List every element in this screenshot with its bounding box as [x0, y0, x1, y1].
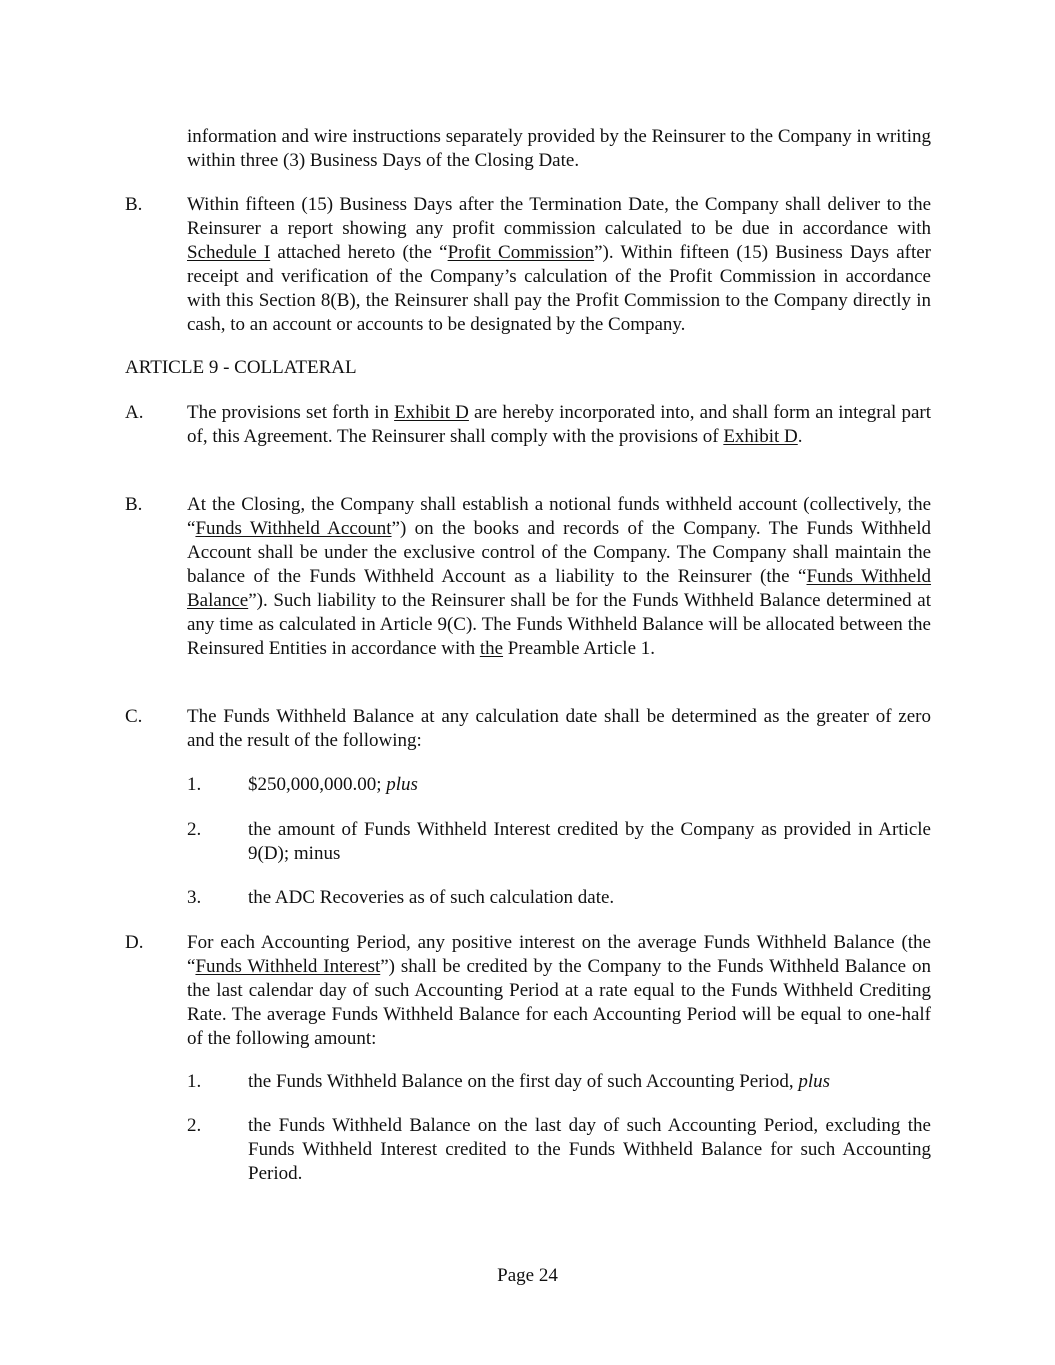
- article-9b-label: B.: [125, 494, 143, 515]
- article-9c-paragraph: [187, 705, 931, 753]
- exhibit-d-reference: Exhibit D: [394, 402, 469, 423]
- italic-plus: plus: [798, 1071, 831, 1092]
- article-9a-text-3: .: [797, 426, 803, 447]
- article-9b-text-2: ”) on the books and records of the Company. The Funds Withheld Account shall be under the exclusive control of the Company. The Company shall maintain the balance of the Funds Withheld Account as a liability to the Reinsurer (the “: [187, 518, 931, 587]
- section-8b-text-3: ”). Within fifteen (15) Business Days after receipt and verification of the Company’s calculation of the Profit Commission in accordance with this Section 8(B), the Reinsurer shall pay the Profit Commission to the Company directly in cash, to an account or accounts to be designated by the Company.: [187, 242, 931, 335]
- funds-withheld-account-term: Funds Withheld Account: [195, 518, 392, 539]
- article-9-heading: ARTICLE 9 - COLLATERAL: [125, 357, 357, 378]
- continuation-paragraph: [187, 125, 931, 173]
- list-item-text: [248, 1070, 931, 1094]
- section-8b-text-1: Within fifteen (15) Business Days after the Termination Date, the Company shall deliver to the Reinsurer a report showing any profit commission calculated to be due in accordance with: [187, 194, 931, 239]
- italic-plus: plus: [386, 774, 418, 795]
- list-item-number: 2.: [187, 1115, 202, 1136]
- profit-commission-term: Profit Commission: [447, 242, 595, 263]
- list-item-text: [248, 773, 931, 797]
- article-9c-text: The Funds Withheld Balance at any calculation date shall be determined as the greater of zero and the result of the following:: [187, 706, 931, 751]
- page-number: Page 24: [497, 1265, 558, 1286]
- article-9b-text-3: ”). Such liability to the Reinsurer shall be for the Funds Withheld Balance determined at any time as calculated in Article 9(C). The Funds Withheld Balance will be allocated between the Reinsured Entities in accordance with: [187, 590, 931, 659]
- list-item-number: 3.: [187, 887, 202, 908]
- article-9a-text-2: are hereby incorporated into, and shall form an integral part of, this Agreement. The Reinsurer shall comply with the provisions of: [187, 402, 931, 447]
- list-item-body: the Funds Withheld Balance on the first day of such Accounting Period,: [248, 1071, 799, 1092]
- exhibit-d-reference-2: Exhibit D: [723, 426, 798, 447]
- list-item-number: 1.: [187, 774, 202, 795]
- section-8b-label: B.: [125, 194, 143, 215]
- section-8b-text-2: attached hereto (the “: [270, 242, 448, 263]
- article-9a-text-1: The provisions set forth in: [187, 402, 395, 423]
- list-item-amount: $250,000,000.00;: [248, 774, 387, 795]
- funds-withheld-interest-term: Funds Withheld Interest: [195, 956, 381, 977]
- funds-withheld-balance-term: Funds Withheld Balance: [187, 566, 932, 611]
- section-8b-paragraph: [187, 193, 931, 337]
- list-item-number: 1.: [187, 1071, 202, 1092]
- article-9b-text-4: Preamble Article 1.: [503, 638, 656, 659]
- schedule-i-reference: Schedule I: [187, 242, 271, 263]
- article-9b-text-1: At the Closing, the Company shall establish a notional funds withheld account (collectively, the “: [187, 494, 931, 539]
- continuation-text: information and wire instructions separately provided by the Reinsurer to the Company in writing within three (3) Business Days of the Closing Date.: [187, 126, 931, 171]
- article-9d-paragraph: [187, 931, 931, 1051]
- article-9a-label: A.: [125, 402, 144, 423]
- the-underlined-word: the: [479, 638, 504, 659]
- article-9b-paragraph: [187, 493, 931, 661]
- article-9c-label: C.: [125, 706, 143, 727]
- article-9d-label: D.: [125, 932, 144, 953]
- list-item-text: the ADC Recoveries as of such calculation date.: [248, 887, 615, 908]
- list-item-text: the Funds Withheld Balance on the last day of such Accounting Period, excluding the Funds Withheld Interest credited to the Funds Withheld Balance for such Accounting Period.: [248, 1115, 931, 1184]
- article-9d-text-1: For each Accounting Period, any positive interest on the average Funds Withheld Balance (the “: [187, 932, 931, 977]
- article-9d-text-2: ”) shall be credited by the Company to the Funds Withheld Balance on the last calendar day of such Accounting Period at a rate equal to the Funds Withheld Crediting Rate. The average Funds Withheld Balance for each Accounting Period will be equal to one-half of the following amount:: [187, 956, 931, 1049]
- article-9a-paragraph: [187, 401, 931, 449]
- list-item-number: 2.: [187, 819, 202, 840]
- list-item-text: the amount of Funds Withheld Interest credited by the Company as provided in Article 9(D); minus: [248, 819, 931, 864]
